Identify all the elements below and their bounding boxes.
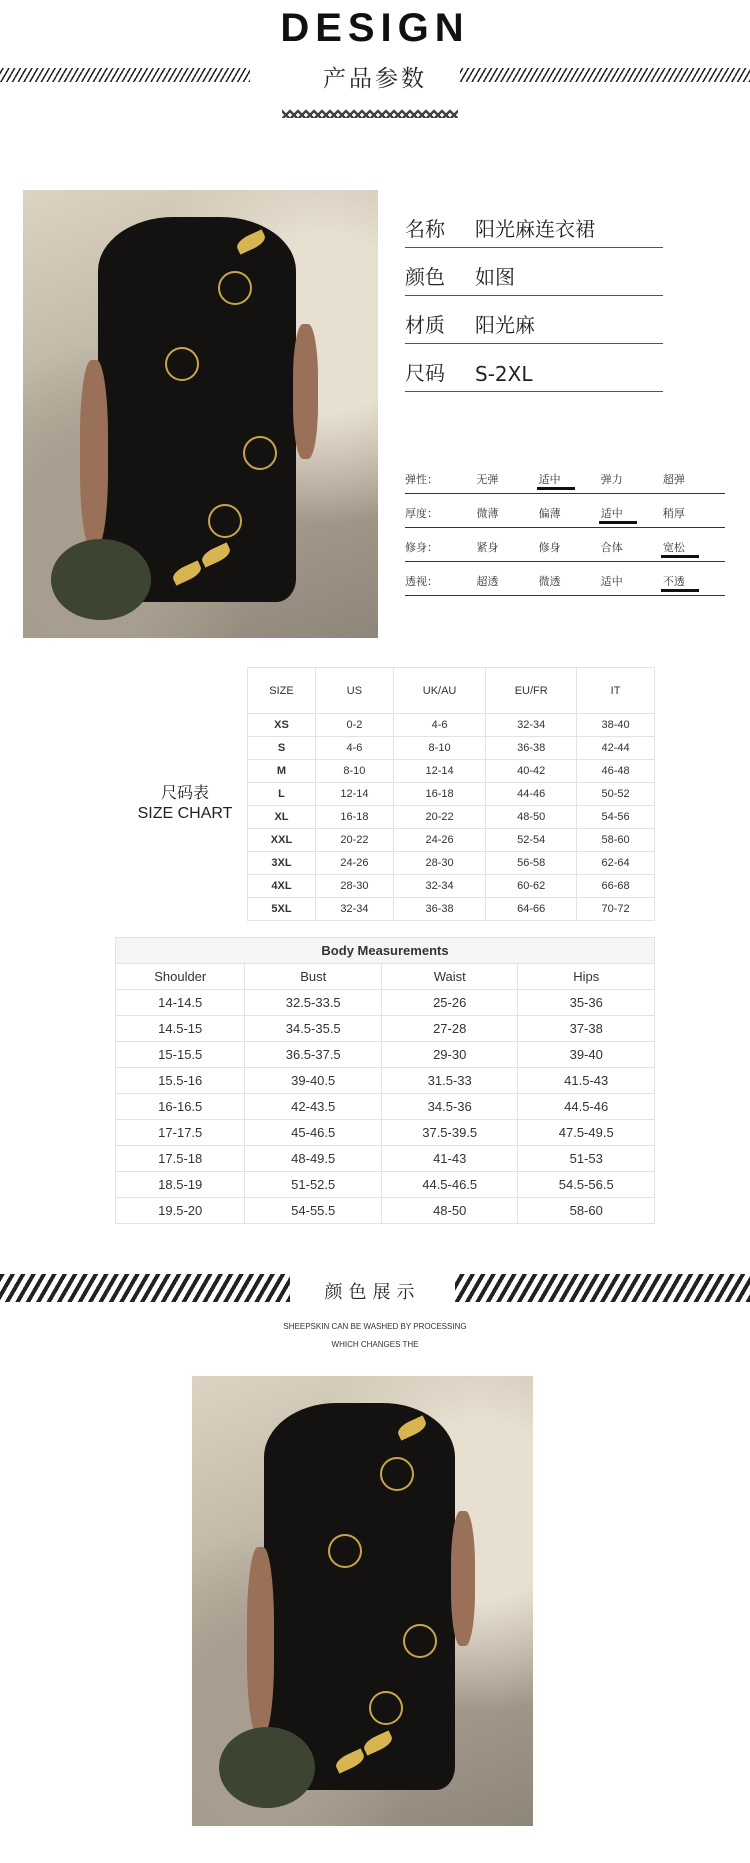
attr-option-selected: 适中 [539, 471, 601, 487]
param-key: 名称 [405, 217, 445, 241]
table-row [248, 714, 655, 737]
body-measurements-caption: Body Measurements [116, 938, 655, 964]
table-cell: 20-22 [393, 806, 485, 829]
attr-option: 微透 [538, 574, 561, 588]
table-cell: 56-58 [486, 852, 577, 875]
table-cell: 36-38 [393, 898, 485, 921]
table-cell: 16-18 [393, 783, 485, 806]
table-cell: 44.5-46.5 [381, 1172, 518, 1198]
table-cell: 46-48 [577, 760, 655, 783]
param-value: 阳光麻 [475, 313, 535, 337]
column-header: UK/AU [393, 668, 485, 714]
table-cell: 42-44 [577, 737, 655, 760]
table-row [248, 783, 655, 806]
table-row [248, 875, 655, 898]
attr-option-selected: 适中 [601, 505, 663, 521]
table-cell: 70-72 [577, 898, 655, 921]
table-cell: 17.5-18 [116, 1146, 245, 1172]
param-row-material [405, 304, 663, 344]
table-row [116, 1094, 655, 1120]
zigzag-ornament [282, 108, 458, 118]
table-cell: 48-50 [486, 806, 577, 829]
attr-label: 透视： [405, 574, 438, 588]
attr-label: 弹性： [405, 472, 438, 486]
table-cell: 32-34 [486, 714, 577, 737]
table-cell: 47.5-49.5 [518, 1120, 655, 1146]
attr-option-selected: 不透 [663, 573, 725, 589]
table-cell: 54-56 [577, 806, 655, 829]
table-cell: 5XL [248, 898, 316, 921]
design-title: DESIGN [280, 6, 470, 50]
table-cell: 60-62 [486, 875, 577, 898]
table-row [116, 990, 655, 1016]
param-value: 阳光麻连衣裙 [475, 217, 595, 241]
attr-option: 超透 [476, 574, 499, 588]
table-cell: 12-14 [315, 783, 393, 806]
column-header: EU/FR [486, 668, 577, 714]
table-cell: 27-28 [381, 1016, 518, 1042]
table-row [248, 760, 655, 783]
table-cell: 28-30 [393, 852, 485, 875]
param-key: 材质 [405, 313, 445, 337]
table-cell: 32-34 [393, 875, 485, 898]
attr-label: 厚度： [405, 506, 438, 520]
table-cell: 24-26 [393, 829, 485, 852]
table-cell: 15-15.5 [116, 1042, 245, 1068]
table-cell: 16-18 [315, 806, 393, 829]
param-row-color [405, 256, 663, 296]
param-key: 颜色 [405, 265, 445, 289]
attr-row-fit [405, 532, 725, 562]
hatch-band-right [455, 1274, 750, 1302]
size-header-row [248, 668, 655, 714]
table-row [248, 852, 655, 875]
table-cell: 51-52.5 [245, 1172, 382, 1198]
attr-option: 弹力 [600, 472, 623, 486]
attr-row-elasticity [405, 464, 725, 494]
table-row [248, 737, 655, 760]
table-cell: XS [248, 714, 316, 737]
table-cell: 16-16.5 [116, 1094, 245, 1120]
attr-row-thickness [405, 498, 725, 528]
table-cell: 15.5-16 [116, 1068, 245, 1094]
table-cell: 39-40.5 [245, 1068, 382, 1094]
table-cell: 32-34 [315, 898, 393, 921]
column-header: IT [577, 668, 655, 714]
column-header: US [315, 668, 393, 714]
table-cell: 58-60 [577, 829, 655, 852]
table-cell: 62-64 [577, 852, 655, 875]
column-header: SIZE [248, 668, 316, 714]
column-header: Waist [381, 964, 518, 990]
table-cell: 42-43.5 [245, 1094, 382, 1120]
table-cell: 20-22 [315, 829, 393, 852]
attr-option: 紧身 [476, 540, 499, 554]
table-cell: XXL [248, 829, 316, 852]
table-cell: 31.5-33 [381, 1068, 518, 1094]
design-subtitle: 产品参数 [323, 66, 427, 92]
attr-option: 稍厚 [662, 506, 685, 520]
param-row-size [405, 352, 663, 392]
table-cell: 37.5-39.5 [381, 1120, 518, 1146]
table-cell: 54.5-56.5 [518, 1172, 655, 1198]
attr-option: 合体 [600, 540, 623, 554]
table-row [116, 1172, 655, 1198]
table-cell: 50-52 [577, 783, 655, 806]
table-cell: 18.5-19 [116, 1172, 245, 1198]
table-cell: 14-14.5 [116, 990, 245, 1016]
attr-option: 偏薄 [538, 506, 561, 520]
param-key: 尺码 [405, 361, 445, 385]
hatch-divider-right [460, 68, 750, 82]
table-cell: 36.5-37.5 [245, 1042, 382, 1068]
size-chart-table [247, 667, 655, 921]
care-note-line2: WHICH CHANGES THE [331, 1340, 419, 1349]
table-cell: 36-38 [486, 737, 577, 760]
table-cell: L [248, 783, 316, 806]
table-cell: S [248, 737, 316, 760]
column-header: Shoulder [116, 964, 245, 990]
table-row [116, 1146, 655, 1172]
table-cell: 14.5-15 [116, 1016, 245, 1042]
table-row [116, 1198, 655, 1224]
attr-option: 修身 [538, 540, 561, 554]
table-cell: 51-53 [518, 1146, 655, 1172]
table-cell: 4XL [248, 875, 316, 898]
table-cell: 41-43 [381, 1146, 518, 1172]
table-cell: 48-50 [381, 1198, 518, 1224]
table-cell: 34.5-35.5 [245, 1016, 382, 1042]
param-row-name [405, 208, 663, 248]
attr-row-sheerness [405, 566, 725, 596]
table-row [248, 898, 655, 921]
care-note-line1: SHEEPSKIN CAN BE WASHED BY PROCESSING [283, 1322, 467, 1331]
attr-option: 适中 [600, 574, 623, 588]
attr-option: 微薄 [476, 506, 499, 520]
column-header: Hips [518, 964, 655, 990]
table-cell: M [248, 760, 316, 783]
table-cell: 4-6 [315, 737, 393, 760]
param-value: 如图 [475, 265, 515, 289]
table-cell: 32.5-33.5 [245, 990, 382, 1016]
table-cell: 38-40 [577, 714, 655, 737]
attr-option: 超弹 [662, 472, 685, 486]
table-cell: 39-40 [518, 1042, 655, 1068]
table-cell: 3XL [248, 852, 316, 875]
table-row [116, 1068, 655, 1094]
table-cell: 28-30 [315, 875, 393, 898]
attr-label: 修身： [405, 540, 438, 554]
table-cell: 64-66 [486, 898, 577, 921]
table-cell: 0-2 [315, 714, 393, 737]
color-display-title: 颜色展示 [324, 1282, 421, 1303]
table-row [116, 1016, 655, 1042]
param-value: S-2XL [475, 362, 533, 386]
table-cell: 41.5-43 [518, 1068, 655, 1094]
table-cell: 45-46.5 [245, 1120, 382, 1146]
table-cell: 19.5-20 [116, 1198, 245, 1224]
hatch-band-left [0, 1274, 290, 1302]
body-measurements-table [115, 937, 655, 1224]
size-chart-title-cn: 尺码表 [160, 783, 209, 802]
table-cell: 44.5-46 [518, 1094, 655, 1120]
table-cell: 40-42 [486, 760, 577, 783]
table-cell: 52-54 [486, 829, 577, 852]
table-row [116, 1120, 655, 1146]
table-cell: 37-38 [518, 1016, 655, 1042]
table-cell: 34.5-36 [381, 1094, 518, 1120]
table-cell: 4-6 [393, 714, 485, 737]
attr-option-selected: 宽松 [663, 539, 725, 555]
product-photo [23, 190, 378, 638]
table-cell: 12-14 [393, 760, 485, 783]
table-row [248, 806, 655, 829]
table-cell: 54-55.5 [245, 1198, 382, 1224]
table-row [116, 1042, 655, 1068]
attr-option: 无弹 [476, 472, 499, 486]
caption-row [116, 938, 655, 964]
table-cell: 66-68 [577, 875, 655, 898]
table-cell: 24-26 [315, 852, 393, 875]
table-cell: 44-46 [486, 783, 577, 806]
table-cell: 8-10 [393, 737, 485, 760]
table-cell: 35-36 [518, 990, 655, 1016]
product-photo-color [192, 1376, 533, 1826]
table-cell: 29-30 [381, 1042, 518, 1068]
column-header: Bust [245, 964, 382, 990]
table-row [248, 829, 655, 852]
table-cell: 25-26 [381, 990, 518, 1016]
measure-header-row [116, 964, 655, 990]
table-cell: 17-17.5 [116, 1120, 245, 1146]
table-cell: XL [248, 806, 316, 829]
size-chart-title-en: SIZE CHART [137, 805, 233, 822]
table-cell: 58-60 [518, 1198, 655, 1224]
table-cell: 8-10 [315, 760, 393, 783]
table-cell: 48-49.5 [245, 1146, 382, 1172]
